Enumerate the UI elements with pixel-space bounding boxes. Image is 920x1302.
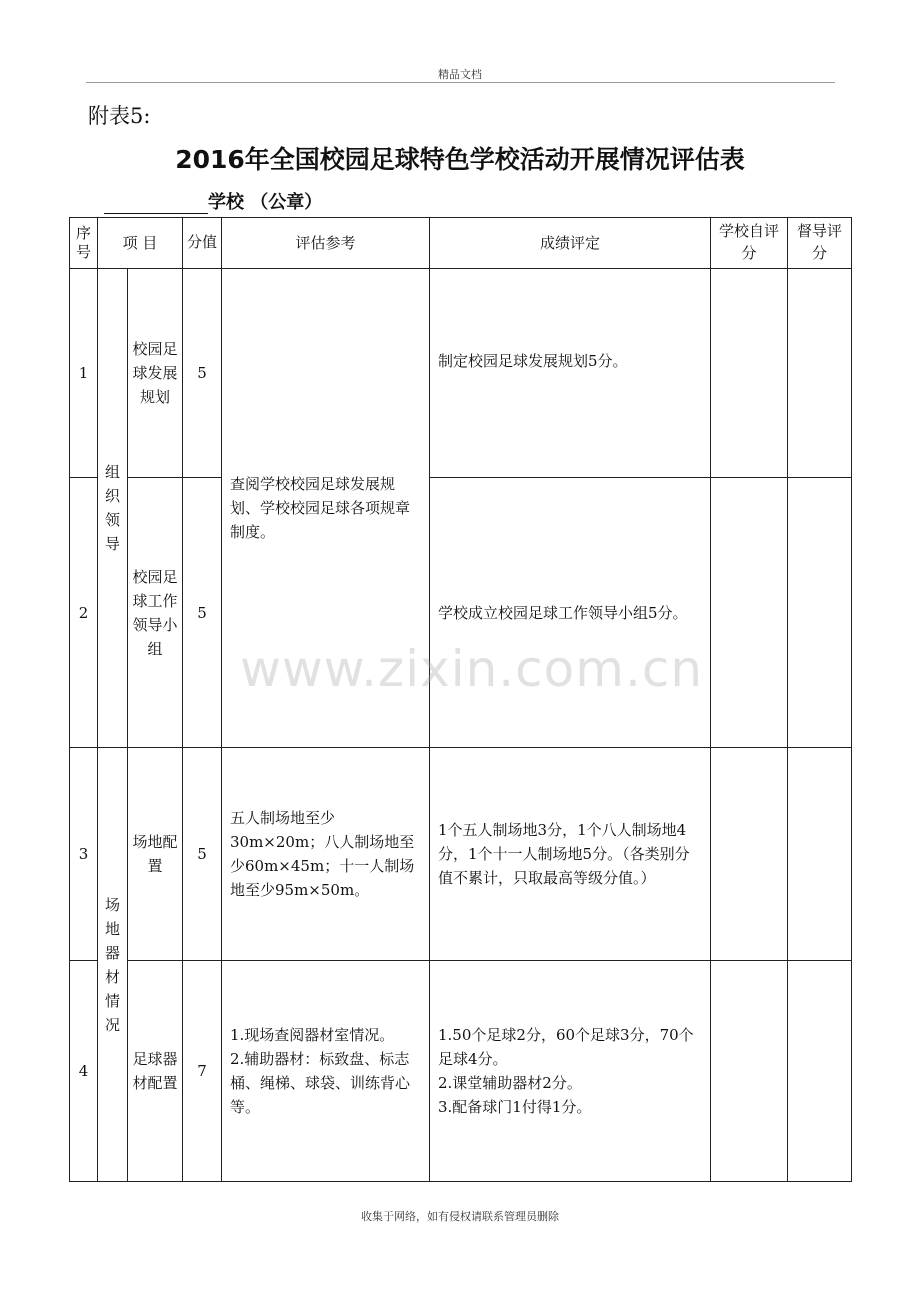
row-seq: 2	[70, 478, 98, 748]
header-reference: 评估参考	[222, 218, 430, 269]
row-self-score	[711, 961, 788, 1182]
document-title: 2016年全国校园足球特色学校活动开展情况评估表	[175, 145, 745, 174]
row-reference: 查阅学校校园足球发展规划、学校校园足球各项规章制度。	[222, 269, 430, 748]
school-name-line	[104, 188, 322, 214]
group-label: 场地器材情况	[98, 748, 128, 1182]
row-reference: 1.现场查阅器材室情况。 2.辅助器材：标致盘、标志桶、绳梯、球袋、训练背心等。	[222, 961, 430, 1182]
appendix-label: 附表5:	[88, 104, 151, 128]
page-header-text: 精品文档	[438, 68, 482, 81]
row-item: 足球器材配置	[128, 961, 183, 1182]
row-inspector-score	[788, 478, 852, 748]
table-row	[70, 269, 852, 478]
evaluation-table	[69, 217, 852, 1182]
row-score: 5	[183, 478, 222, 748]
row-item: 场地配置	[128, 748, 183, 961]
row-item: 校园足球工作领导小组	[128, 478, 183, 748]
row-seq: 1	[70, 269, 98, 478]
row-grading: 1.50个足球2分，60个足球3分，70个足球4分。 2.课堂辅助器材2分。 3.配备球门1付得1分。	[430, 961, 711, 1182]
row-inspector-score	[788, 748, 852, 961]
row-seq: 3	[70, 748, 98, 961]
table-row	[70, 961, 852, 1182]
row-inspector-score	[788, 269, 852, 478]
header-item: 项 目	[98, 218, 183, 269]
row-self-score	[711, 748, 788, 961]
table-row	[70, 748, 852, 961]
header-seq: 序号	[70, 218, 98, 269]
row-score: 7	[183, 961, 222, 1182]
row-self-score	[711, 478, 788, 748]
watermark-text: www.zixin.com.cn	[240, 640, 704, 698]
group-label: 组织领导	[98, 269, 128, 748]
row-grading: 学校成立校园足球工作领导小组5分。	[430, 478, 711, 748]
row-score: 5	[183, 748, 222, 961]
row-inspector-score	[788, 961, 852, 1182]
school-name-blank	[104, 191, 208, 214]
row-reference: 五人制场地至少30m×20m；八人制场地至少60m×45m；十一人制场地至少95m×50m。	[222, 748, 430, 961]
row-seq: 4	[70, 961, 98, 1182]
table-header-row	[70, 218, 852, 269]
page-footer-text: 收集于网络，如有侵权请联系管理员删除	[361, 1210, 559, 1223]
table-row	[70, 478, 852, 748]
row-self-score	[711, 269, 788, 478]
header-inspector-score: 督导评分	[788, 218, 852, 269]
header-grading: 成绩评定	[430, 218, 711, 269]
school-seal-label: 学校 （公章）	[208, 192, 323, 213]
row-item: 校园足球发展规划	[128, 269, 183, 478]
header-divider	[86, 82, 835, 83]
row-grading: 1个五人制场地3分，1个八人制场地4分，1个十一人制场地5分。（各类别分值不累计，只取最高等级分值。）	[430, 748, 711, 961]
row-score: 5	[183, 269, 222, 478]
header-self-score: 学校自评分	[711, 218, 788, 269]
row-grading: 制定校园足球发展规划5分。	[430, 269, 711, 478]
header-score: 分值	[183, 218, 222, 269]
